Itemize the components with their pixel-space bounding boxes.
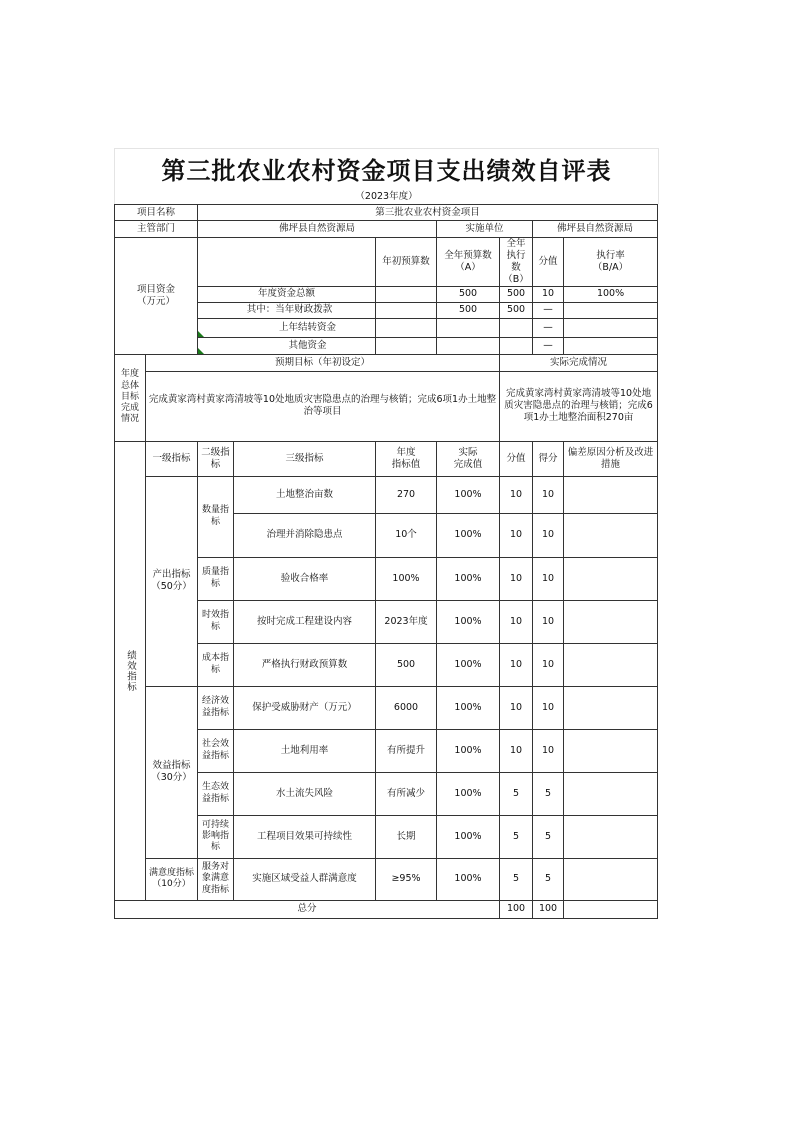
level2-cell: 服务对象满意度指标 <box>198 858 234 900</box>
level2-cell: 时效指标 <box>198 600 234 643</box>
total-analysis <box>564 900 658 918</box>
target-cell: ≥95% <box>376 858 437 900</box>
goals-expected-header: 预期目标（年初设定） <box>146 354 500 371</box>
funds-row-rate <box>564 302 658 318</box>
target-cell: 100% <box>376 557 437 600</box>
total-label: 总分 <box>115 900 500 918</box>
funds-blank-header <box>198 238 376 287</box>
funds-row-rate <box>564 318 658 337</box>
evaluation-table <box>114 204 658 919</box>
analysis-cell <box>564 600 658 643</box>
level3-cell: 工程项目效果可持续性 <box>234 815 376 858</box>
target-cell: 6000 <box>376 686 437 729</box>
analysis-cell <box>564 729 658 772</box>
score-cell: 10 <box>533 557 564 600</box>
funds-row-label: 上年结转资金 <box>198 318 376 337</box>
score-cell: 10 <box>533 686 564 729</box>
funds-exec-header: 全年执行数 （B） <box>500 238 533 287</box>
target-cell: 10个 <box>376 513 437 557</box>
project-name-label: 项目名称 <box>115 205 198 221</box>
actual-cell: 100% <box>437 729 500 772</box>
actual-cell: 100% <box>437 557 500 600</box>
funds-row-rate: 100% <box>564 286 658 302</box>
level2-cell: 成本指标 <box>198 643 234 686</box>
funds-row-label: 年度资金总额 <box>198 286 376 302</box>
indicators-side-label: 绩效指标 <box>115 441 146 900</box>
funds-row-exec: 500 <box>500 302 533 318</box>
funds-budget-header: 全年预算数 （A） <box>437 238 500 287</box>
total-score: 100 <box>533 900 564 918</box>
target-cell: 有所提升 <box>376 729 437 772</box>
level3-header: 三级指标 <box>234 441 376 476</box>
analysis-cell <box>564 772 658 815</box>
level2-cell: 数量指标 <box>198 476 234 557</box>
score-cell: 10 <box>533 476 564 513</box>
dept-value: 佛坪县自然资源局 <box>198 221 437 238</box>
funds-row-initial <box>376 318 437 337</box>
analysis-cell <box>564 686 658 729</box>
actual-cell: 100% <box>437 772 500 815</box>
scoreval-cell: 10 <box>500 476 533 513</box>
score-cell: 10 <box>533 643 564 686</box>
actual-cell: 100% <box>437 815 500 858</box>
dept-label: 主管部门 <box>115 221 198 238</box>
target-cell: 长期 <box>376 815 437 858</box>
funds-row-exec: 500 <box>500 286 533 302</box>
indicator-row <box>115 686 658 729</box>
level3-cell: 治理并消除隐患点 <box>234 513 376 557</box>
group-satisfaction-label: 满意度指标 （10分） <box>146 858 198 900</box>
target-header: 年度 指标值 <box>376 441 437 476</box>
funds-row-budget: 500 <box>437 302 500 318</box>
target-cell: 有所减少 <box>376 772 437 815</box>
level2-cell: 社会效益指标 <box>198 729 234 772</box>
funds-row-budget <box>437 318 500 337</box>
funds-row-scoreval: — <box>533 318 564 337</box>
score-header: 得分 <box>533 441 564 476</box>
total-scoreval: 100 <box>500 900 533 918</box>
goals-expected-text: 完成黄家湾村黄家湾清坡等10处地质灾害隐患点的治理与核销；完成6项1办土地整治等项目 <box>146 371 500 441</box>
level3-cell: 严格执行财政预算数 <box>234 643 376 686</box>
level2-header: 二级指标 <box>198 441 234 476</box>
funds-header-row <box>115 238 658 287</box>
total-row <box>115 900 658 918</box>
scoreval-cell: 5 <box>500 772 533 815</box>
analysis-cell <box>564 476 658 513</box>
funds-row-label: 其他资金 <box>198 337 376 354</box>
funds-row-initial <box>376 337 437 354</box>
funds-row-budget <box>437 337 500 354</box>
funds-row-initial <box>376 302 437 318</box>
target-cell: 500 <box>376 643 437 686</box>
level3-cell: 实施区域受益人群满意度 <box>234 858 376 900</box>
scoreval-header: 分值 <box>500 441 533 476</box>
indicator-row <box>115 858 658 900</box>
funds-row-budget: 500 <box>437 286 500 302</box>
funds-row-exec <box>500 318 533 337</box>
actual-cell: 100% <box>437 513 500 557</box>
funds-row-exec <box>500 337 533 354</box>
level2-cell: 生态效益指标 <box>198 772 234 815</box>
score-cell: 10 <box>533 729 564 772</box>
actual-cell: 100% <box>437 600 500 643</box>
funds-initial-header: 年初预算数 <box>376 238 437 287</box>
scoreval-cell: 10 <box>500 600 533 643</box>
funds-rate-header: 执行率 （B/A） <box>564 238 658 287</box>
impl-value: 佛坪县自然资源局 <box>533 221 658 238</box>
impl-label: 实施单位 <box>437 221 533 238</box>
goals-actual-header: 实际完成情况 <box>500 354 658 371</box>
project-name-value: 第三批农业农村资金项目 <box>198 205 658 221</box>
analysis-cell <box>564 557 658 600</box>
score-cell: 5 <box>533 815 564 858</box>
funds-row-scoreval: — <box>533 337 564 354</box>
analysis-cell <box>564 513 658 557</box>
scoreval-cell: 10 <box>500 643 533 686</box>
actual-cell: 100% <box>437 858 500 900</box>
funds-row-initial <box>376 286 437 302</box>
group-benefit-label: 效益指标 （30分） <box>146 686 198 858</box>
actual-cell: 100% <box>437 476 500 513</box>
level1-header: 一级指标 <box>146 441 198 476</box>
group-output-label: 产出指标 （50分） <box>146 476 198 686</box>
scoreval-cell: 10 <box>500 513 533 557</box>
year-label: （2023年度） <box>114 186 659 204</box>
goals-header-row <box>115 354 658 371</box>
analysis-cell <box>564 815 658 858</box>
goals-label: 年度总体目标完成情况 <box>115 354 146 441</box>
actual-cell: 100% <box>437 686 500 729</box>
dept-row <box>115 221 658 238</box>
funds-row-label: 其中：当年财政拨款 <box>198 302 376 318</box>
funds-scoreval-header: 分值 <box>533 238 564 287</box>
indicator-row <box>115 476 658 513</box>
funds-row-rate <box>564 337 658 354</box>
page-title: 第三批农业农村资金项目支出绩效自评表 <box>114 148 659 187</box>
level3-cell: 保护受威胁财产（万元） <box>234 686 376 729</box>
level3-cell: 土地利用率 <box>234 729 376 772</box>
score-cell: 5 <box>533 858 564 900</box>
analysis-cell <box>564 858 658 900</box>
funds-row-scoreval: — <box>533 302 564 318</box>
level3-cell: 水土流失风险 <box>234 772 376 815</box>
goals-actual-text: 完成黄家湾村黄家湾清坡等10处地质灾害隐患点的治理与核销；完成6项1办土地整治面积270亩 <box>500 371 658 441</box>
level2-cell: 经济效益指标 <box>198 686 234 729</box>
scoreval-cell: 10 <box>500 686 533 729</box>
analysis-cell <box>564 643 658 686</box>
score-cell: 5 <box>533 772 564 815</box>
scoreval-cell: 10 <box>500 557 533 600</box>
indicators-header-row <box>115 441 658 476</box>
level3-cell: 验收合格率 <box>234 557 376 600</box>
level3-cell: 按时完成工程建设内容 <box>234 600 376 643</box>
actual-header: 实际 完成值 <box>437 441 500 476</box>
score-cell: 10 <box>533 600 564 643</box>
actual-cell: 100% <box>437 643 500 686</box>
scoreval-cell: 10 <box>500 729 533 772</box>
target-cell: 270 <box>376 476 437 513</box>
level2-cell: 可持续影响指标 <box>198 815 234 858</box>
goals-content-row <box>115 371 658 441</box>
level2-cell: 质量指标 <box>198 557 234 600</box>
score-cell: 10 <box>533 513 564 557</box>
project-name-row <box>115 205 658 221</box>
scoreval-cell: 5 <box>500 858 533 900</box>
level3-cell: 土地整治亩数 <box>234 476 376 513</box>
scoreval-cell: 5 <box>500 815 533 858</box>
funds-row-scoreval: 10 <box>533 286 564 302</box>
funds-label: 项目资金 （万元） <box>115 238 198 355</box>
analysis-header: 偏差原因分析及改进措施 <box>564 441 658 476</box>
target-cell: 2023年度 <box>376 600 437 643</box>
